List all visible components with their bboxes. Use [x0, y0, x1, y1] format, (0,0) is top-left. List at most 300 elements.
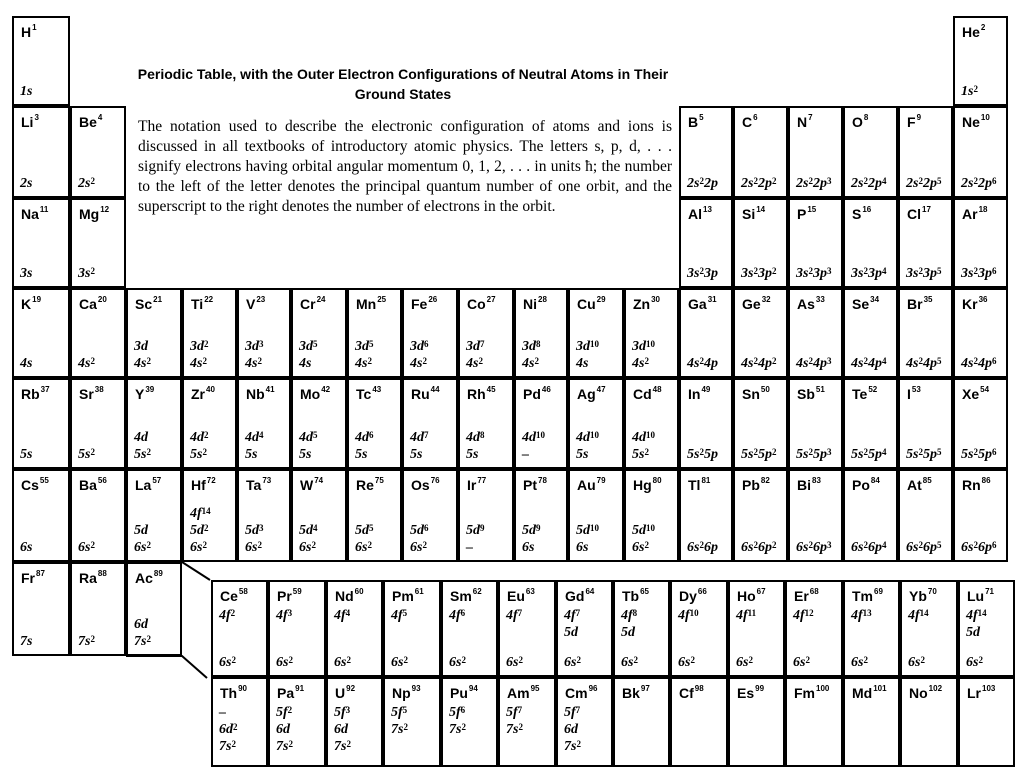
electron-configuration: $4f^{14}$ — [908, 608, 929, 623]
electron-configuration: – $6d^2$ $7s^2$ — [219, 705, 238, 754]
element-symbol: Pa$^{91}$ — [277, 684, 305, 701]
electron-configuration: $4f^{12}$ — [793, 608, 814, 623]
element-symbol: $I^{53}$ — [907, 385, 921, 402]
element-cell-tl — [679, 469, 733, 562]
element-cell-ba — [70, 469, 126, 562]
element-symbol: $S^{16}$ — [852, 205, 872, 222]
element-symbol: Pr$^{59}$ — [277, 587, 302, 604]
element-symbol: Tl$^{81}$ — [688, 476, 711, 493]
element-cell-cr — [291, 288, 347, 378]
electron-configuration: $4d^{10}$ $5s^2$ — [632, 430, 655, 462]
electron-configuration: $3d^5$ 4s — [299, 339, 318, 371]
electron-configuration: $5f^2$ 6d $7s^2$ — [276, 705, 293, 754]
element-cell-sb — [788, 378, 843, 469]
element-cell-bk — [613, 677, 670, 767]
element-cell-pu — [441, 677, 498, 767]
element-cell-c — [733, 106, 788, 198]
element-symbol: Hg$^{80}$ — [633, 476, 662, 493]
electron-configuration: $6s^26p^5$ — [906, 540, 942, 555]
element-symbol: Re$^{75}$ — [356, 476, 384, 493]
element-cell-cf — [670, 677, 728, 767]
electron-configuration: 5d $6s^2$ — [134, 523, 151, 555]
element-symbol: $B^5$ — [688, 113, 704, 130]
element-symbol: Nb$^{41}$ — [246, 385, 275, 402]
electron-configuration: $6s^2$ — [621, 655, 638, 670]
element-symbol: Lr$^{103}$ — [967, 684, 996, 701]
electron-configuration: $3d^6$ $4s^2$ — [410, 339, 429, 371]
electron-configuration: $3d^{10}$ 4s — [576, 339, 599, 371]
element-cell-n — [788, 106, 843, 198]
electron-configuration: $2s^2$ — [78, 176, 95, 191]
element-symbol: Ni$^{28}$ — [523, 295, 547, 312]
element-symbol: Ge$^{32}$ — [742, 295, 771, 312]
element-cell-re — [347, 469, 402, 562]
element-cell-al — [679, 198, 733, 288]
element-cell-fm — [785, 677, 843, 767]
element-symbol: Mn$^{25}$ — [356, 295, 387, 312]
electron-configuration: $4d^{10}$ – — [522, 430, 545, 462]
electron-configuration: $4d^4$ 5s — [245, 430, 264, 462]
element-cell-ac — [126, 562, 182, 656]
element-symbol: Pu$^{94}$ — [450, 684, 478, 701]
element-cell-er — [785, 580, 843, 677]
electron-configuration: $3d^2$ $4s^2$ — [190, 339, 209, 371]
electron-configuration: $6s^2$ — [334, 655, 351, 670]
electron-configuration: $4f^{11}$ — [736, 608, 757, 623]
electron-configuration: $1s^2$ — [961, 84, 978, 99]
electron-configuration: $6s^26p^3$ — [796, 540, 832, 555]
element-cell-th — [211, 677, 268, 767]
element-cell-o — [843, 106, 898, 198]
element-symbol: Gd$^{64}$ — [565, 587, 595, 604]
element-symbol: Sr$^{38}$ — [79, 385, 104, 402]
electron-configuration: 5s — [20, 447, 33, 462]
element-symbol: $O^8$ — [852, 113, 869, 130]
element-symbol: Sc$^{21}$ — [135, 295, 163, 312]
element-symbol: Dy$^{66}$ — [679, 587, 707, 604]
element-cell-as — [788, 288, 843, 378]
element-symbol: Pb$^{82}$ — [742, 476, 770, 493]
element-symbol: Rh$^{45}$ — [467, 385, 496, 402]
element-cell-ti — [182, 288, 237, 378]
element-cell-mo — [291, 378, 347, 469]
element-symbol: Zr$^{40}$ — [191, 385, 215, 402]
element-cell-np — [383, 677, 441, 767]
electron-configuration: $4d^8$ 5s — [466, 430, 485, 462]
electron-configuration: $3s^23p^2$ — [741, 266, 777, 281]
element-cell-in — [679, 378, 733, 469]
element-symbol: $W^{74}$ — [300, 476, 324, 493]
element-symbol: Ga$^{31}$ — [688, 295, 717, 312]
element-cell-ru — [402, 378, 458, 469]
element-cell-ir — [458, 469, 514, 562]
element-cell-ni — [514, 288, 568, 378]
electron-configuration: $4d^7$ 5s — [410, 430, 429, 462]
electron-configuration: 4d $5s^2$ — [134, 430, 151, 462]
element-symbol: $K^{19}$ — [21, 295, 42, 312]
electron-configuration: $5s^25p^5$ — [906, 447, 942, 462]
electron-configuration: $5f^7$ $7s^2$ — [506, 705, 523, 737]
electron-configuration: $6s^26p^4$ — [851, 540, 887, 555]
element-symbol: Bk$^{97}$ — [622, 684, 650, 701]
electron-configuration: $4f^6$ — [449, 608, 466, 623]
element-symbol: Ne$^{10}$ — [962, 113, 990, 130]
element-symbol: Am$^{95}$ — [507, 684, 540, 701]
element-cell-rb — [12, 378, 70, 469]
electron-configuration: $2s^22p^4$ — [851, 176, 887, 191]
element-cell-rh — [458, 378, 514, 469]
element-symbol: Md$^{101}$ — [852, 684, 887, 701]
element-symbol: Ho$^{67}$ — [737, 587, 766, 604]
element-symbol: Si$^{14}$ — [742, 205, 766, 222]
element-symbol: Tm$^{69}$ — [852, 587, 883, 604]
electron-configuration: $6s^2$ — [793, 655, 810, 670]
element-cell-os — [402, 469, 458, 562]
element-symbol: Rb$^{37}$ — [21, 385, 50, 402]
element-cell-cu — [568, 288, 624, 378]
element-symbol: Ag$^{47}$ — [577, 385, 606, 402]
element-cell-h — [12, 16, 70, 106]
element-cell-be — [70, 106, 126, 198]
element-cell-ca — [70, 288, 126, 378]
electron-configuration: $6s^26p$ — [687, 540, 718, 555]
element-symbol: Ru$^{44}$ — [411, 385, 440, 402]
electron-configuration: $6s^2$ — [276, 655, 293, 670]
electron-configuration: 6s — [20, 540, 33, 555]
electron-configuration: 2s — [20, 176, 33, 191]
element-cell-ne — [953, 106, 1008, 198]
element-symbol: Te$^{52}$ — [852, 385, 878, 402]
electron-configuration: $6s^2$ — [78, 540, 95, 555]
electron-configuration: $5s^25p^4$ — [851, 447, 887, 462]
element-cell-nb — [237, 378, 291, 469]
element-symbol: Sm$^{62}$ — [450, 587, 482, 604]
element-symbol: Ca$^{20}$ — [79, 295, 107, 312]
element-symbol: Be$^4$ — [79, 113, 103, 130]
element-cell-p — [788, 198, 843, 288]
electron-configuration: $3s^23p$ — [687, 266, 718, 281]
element-symbol: Ti$^{22}$ — [191, 295, 214, 312]
element-cell-bi — [788, 469, 843, 562]
element-cell-cd — [624, 378, 679, 469]
element-symbol: Fm$^{100}$ — [794, 684, 830, 701]
electron-configuration: $4d^2$ $5s^2$ — [190, 430, 209, 462]
element-symbol: Cl$^{17}$ — [907, 205, 931, 222]
element-cell-gd — [556, 580, 613, 677]
element-cell-cl — [898, 198, 953, 288]
element-symbol: Sb$^{51}$ — [797, 385, 825, 402]
element-cell-w — [291, 469, 347, 562]
element-symbol: $C^6$ — [742, 113, 758, 130]
element-cell-f — [898, 106, 953, 198]
element-cell-fe — [402, 288, 458, 378]
electron-configuration: $3s^23p^5$ — [906, 266, 942, 281]
element-cell-lr — [958, 677, 1015, 767]
element-cell-no — [900, 677, 958, 767]
element-symbol: Li$^3$ — [21, 113, 39, 130]
element-cell-at — [898, 469, 953, 562]
element-cell-y — [126, 378, 182, 469]
electron-configuration: $3s^23p^4$ — [851, 266, 887, 281]
element-cell-u — [326, 677, 383, 767]
electron-configuration: $4f^{14}$ 5d — [966, 608, 987, 640]
electron-configuration: $4s^24p^3$ — [796, 356, 832, 371]
element-symbol: $N^7$ — [797, 113, 813, 130]
electron-configuration: $6s^2$ — [564, 655, 581, 670]
element-symbol: La$^{57}$ — [135, 476, 162, 493]
element-cell-he — [953, 16, 1008, 106]
electron-configuration: $6s^2$ — [449, 655, 466, 670]
element-symbol: Rn$^{86}$ — [962, 476, 991, 493]
element-cell-sc — [126, 288, 182, 378]
element-cell-b — [679, 106, 733, 198]
element-symbol: Ba$^{56}$ — [79, 476, 107, 493]
electron-configuration: $3s^23p^3$ — [796, 266, 832, 281]
electron-configuration: $3d^5$ $4s^2$ — [355, 339, 374, 371]
element-cell-br — [898, 288, 953, 378]
element-symbol: Po$^{84}$ — [852, 476, 880, 493]
element-symbol: Zn$^{30}$ — [633, 295, 661, 312]
element-cell-po — [843, 469, 898, 562]
element-symbol: $P^{15}$ — [797, 205, 817, 222]
element-symbol: Es$^{99}$ — [737, 684, 765, 701]
element-cell-cs — [12, 469, 70, 562]
element-cell-se — [843, 288, 898, 378]
electron-configuration: $5s^25p^2$ — [741, 447, 777, 462]
element-cell-tc — [347, 378, 402, 469]
electron-configuration: $6s^2$ — [966, 655, 983, 670]
electron-configuration: $2s^22p^5$ — [906, 176, 942, 191]
element-symbol: Ac$^{89}$ — [135, 569, 163, 586]
element-cell-am — [498, 677, 556, 767]
electron-configuration: $5s^25p$ — [687, 447, 718, 462]
electron-configuration: $2s^22p^6$ — [961, 176, 997, 191]
electron-configuration: $5f^3$ 6d $7s^2$ — [334, 705, 351, 754]
element-symbol: Tb$^{65}$ — [622, 587, 650, 604]
electron-configuration: $4f^3$ — [276, 608, 293, 623]
element-cell-na — [12, 198, 70, 288]
electron-configuration: $3s^23p^6$ — [961, 266, 997, 281]
element-symbol: Hf$^{72}$ — [191, 476, 216, 493]
element-cell-co — [458, 288, 514, 378]
element-cell-xe — [953, 378, 1008, 469]
element-cell-ho — [728, 580, 785, 677]
electron-configuration: $4s^24p^6$ — [961, 356, 997, 371]
electron-configuration: $5d^3$ $6s^2$ — [245, 523, 264, 555]
element-cell-ra — [70, 562, 126, 656]
element-symbol: Pd$^{46}$ — [523, 385, 551, 402]
element-cell-mn — [347, 288, 402, 378]
electron-configuration: $4s^2$ — [78, 356, 95, 371]
element-cell-es — [728, 677, 785, 767]
electron-configuration: $6s^2$ — [391, 655, 408, 670]
electron-configuration: $5s^2$ — [78, 447, 95, 462]
element-symbol: Bi$^{83}$ — [797, 476, 821, 493]
element-symbol: Er$^{68}$ — [794, 587, 819, 604]
element-cell-pt — [514, 469, 568, 562]
electron-configuration: $4s^24p^5$ — [906, 356, 942, 371]
element-symbol: Yb$^{70}$ — [909, 587, 937, 604]
element-symbol: $F^9$ — [907, 113, 922, 130]
element-symbol: He$^2$ — [962, 23, 986, 40]
electron-configuration: $4f^8$ 5d — [621, 608, 638, 640]
element-cell-hg — [624, 469, 679, 562]
electron-configuration: $5d^9$ 6s — [522, 523, 541, 555]
element-symbol: Fe$^{26}$ — [411, 295, 438, 312]
electron-configuration: $6s^2$ — [908, 655, 925, 670]
element-cell-kr — [953, 288, 1008, 378]
element-symbol: $H^1$ — [21, 23, 37, 40]
electron-configuration: $3d^7$ $4s^2$ — [466, 339, 485, 371]
element-symbol: Nd$^{60}$ — [335, 587, 364, 604]
electron-configuration: $5s^25p^6$ — [961, 447, 997, 462]
electron-configuration: $4s^24p^4$ — [851, 356, 887, 371]
element-symbol: $Y^{39}$ — [135, 385, 155, 402]
electron-configuration: $2s^22p^3$ — [796, 176, 832, 191]
electron-configuration: $4f^7$ 5d — [564, 608, 581, 640]
element-symbol: Au$^{79}$ — [577, 476, 606, 493]
element-cell-li — [12, 106, 70, 198]
element-symbol: Br$^{35}$ — [907, 295, 933, 312]
element-cell-si — [733, 198, 788, 288]
electron-configuration: $3d^8$ $4s^2$ — [522, 339, 541, 371]
element-cell-cm — [556, 677, 613, 767]
electron-configuration: $6s^26p^6$ — [961, 540, 997, 555]
electron-configuration: $6s^2$ — [736, 655, 753, 670]
element-symbol: Lu$^{71}$ — [967, 587, 995, 604]
element-symbol: $U^{92}$ — [335, 684, 356, 701]
electron-configuration: $5f^5$ $7s^2$ — [391, 705, 408, 737]
electron-configuration: $5d^6$ $6s^2$ — [410, 523, 429, 555]
electron-configuration: $5s^25p^3$ — [796, 447, 832, 462]
element-symbol: Th$^{90}$ — [220, 684, 248, 701]
electron-configuration: 7s — [20, 634, 33, 649]
element-symbol: Kr$^{36}$ — [962, 295, 988, 312]
element-cell-pb — [733, 469, 788, 562]
electron-configuration: $2s^22p^2$ — [741, 176, 777, 191]
electron-configuration: $4f^5$ — [391, 608, 408, 623]
electron-configuration: $4f^7$ — [506, 608, 523, 623]
element-cell-rn — [953, 469, 1008, 562]
element-symbol: Cm$^{96}$ — [565, 684, 598, 701]
element-symbol: At$^{85}$ — [907, 476, 932, 493]
electron-configuration: $4s^24p$ — [687, 356, 718, 371]
element-symbol: Ar$^{18}$ — [962, 205, 988, 222]
electron-configuration: $4f^{14}$ $5d^2$ $6s^2$ — [190, 506, 211, 555]
element-symbol: Tc$^{43}$ — [356, 385, 382, 402]
element-cell-la — [126, 469, 182, 562]
electron-configuration: $4d^{10}$ 5s — [576, 430, 599, 462]
description-text: The notation used to describe the electronic configuration of atoms and ions is discussed in all textbooks of introductory atomic physics. The letters s, p, d, . . . signify electrons having orbital angular momentum 0, 1, 2, . . . in units ħ; the number to the left of the letter denotes the principal quantum number of one orbit, and the superscript to the right denotes the number of electrons in the orbit. — [138, 118, 672, 215]
electron-configuration: $4s^24p^2$ — [741, 356, 777, 371]
electron-configuration: 3s — [20, 266, 33, 281]
electron-configuration: $4f^{10}$ — [678, 608, 699, 623]
element-symbol: Pt$^{78}$ — [523, 476, 547, 493]
element-cell-sm — [441, 580, 498, 677]
element-symbol: Ce$^{58}$ — [220, 587, 248, 604]
element-cell-tb — [613, 580, 670, 677]
electron-configuration: $4f^2$ — [219, 608, 236, 623]
element-symbol: Mo$^{42}$ — [300, 385, 331, 402]
element-cell-ta — [237, 469, 291, 562]
element-symbol: Fr$^{87}$ — [21, 569, 45, 586]
element-cell-ge — [733, 288, 788, 378]
electron-configuration: $5d^{10}$ $6s^2$ — [632, 523, 655, 555]
element-symbol: Se$^{34}$ — [852, 295, 880, 312]
page-title: Periodic Table, with the Outer Electron Configurations of Neutral Atoms in Their Ground States — [137, 66, 669, 102]
element-cell-mg — [70, 198, 126, 288]
element-cell-i — [898, 378, 953, 469]
electron-configuration: $7s^2$ — [78, 634, 95, 649]
electron-configuration: 4s — [20, 356, 33, 371]
element-cell-pa — [268, 677, 326, 767]
element-symbol: Ra$^{88}$ — [79, 569, 107, 586]
element-symbol: $V^{23}$ — [246, 295, 266, 312]
electron-configuration: $3s^2$ — [78, 266, 95, 281]
element-cell-tm — [843, 580, 900, 677]
element-symbol: No$^{102}$ — [909, 684, 943, 701]
element-cell-te — [843, 378, 898, 469]
element-cell-s — [843, 198, 898, 288]
electron-configuration: $4d^5$ 5s — [299, 430, 318, 462]
element-cell-sr — [70, 378, 126, 469]
element-cell-k — [12, 288, 70, 378]
electron-configuration: $5d^{10}$ 6s — [576, 523, 599, 555]
electron-configuration: 6d $7s^2$ — [134, 617, 151, 649]
electron-configuration: $6s^26p^2$ — [741, 540, 777, 555]
element-symbol: Cs$^{55}$ — [21, 476, 49, 493]
electron-configuration: $3d^{10}$ $4s^2$ — [632, 339, 655, 371]
element-cell-sn — [733, 378, 788, 469]
element-cell-lu — [958, 580, 1015, 677]
element-symbol: In$^{49}$ — [688, 385, 711, 402]
element-symbol: Sn$^{50}$ — [742, 385, 770, 402]
element-cell-zn — [624, 288, 679, 378]
electron-configuration: $4f^{13}$ — [851, 608, 872, 623]
element-cell-ga — [679, 288, 733, 378]
electron-configuration: $6s^2$ — [678, 655, 695, 670]
element-cell-fr — [12, 562, 70, 656]
electron-configuration: $5d^9$ – — [466, 523, 485, 555]
element-cell-pr — [268, 580, 326, 677]
element-cell-pm — [383, 580, 441, 677]
element-symbol: Cd$^{48}$ — [633, 385, 662, 402]
electron-configuration: $6s^2$ — [506, 655, 523, 670]
electron-configuration: $6s^2$ — [851, 655, 868, 670]
element-symbol: Eu$^{63}$ — [507, 587, 535, 604]
element-symbol: Co$^{27}$ — [467, 295, 496, 312]
element-symbol: Cf$^{98}$ — [679, 684, 704, 701]
element-symbol: Xe$^{54}$ — [962, 385, 990, 402]
electron-configuration: $4f^4$ — [334, 608, 351, 623]
element-cell-zr — [182, 378, 237, 469]
electron-configuration: $5d^4$ $6s^2$ — [299, 523, 318, 555]
electron-configuration: $5f^7$ 6d $7s^2$ — [564, 705, 581, 754]
element-cell-nd — [326, 580, 383, 677]
element-symbol: Np$^{93}$ — [392, 684, 421, 701]
element-cell-ce — [211, 580, 268, 677]
element-cell-hf — [182, 469, 237, 562]
element-cell-dy — [670, 580, 728, 677]
element-symbol: Pm$^{61}$ — [392, 587, 424, 604]
element-symbol: Ir$^{77}$ — [467, 476, 487, 493]
element-cell-au — [568, 469, 624, 562]
electron-configuration: $2s^22p$ — [687, 176, 718, 191]
electron-configuration: 1s — [20, 84, 33, 99]
element-cell-eu — [498, 580, 556, 677]
electron-configuration: $4d^6$ 5s — [355, 430, 374, 462]
element-symbol: Os$^{76}$ — [411, 476, 440, 493]
